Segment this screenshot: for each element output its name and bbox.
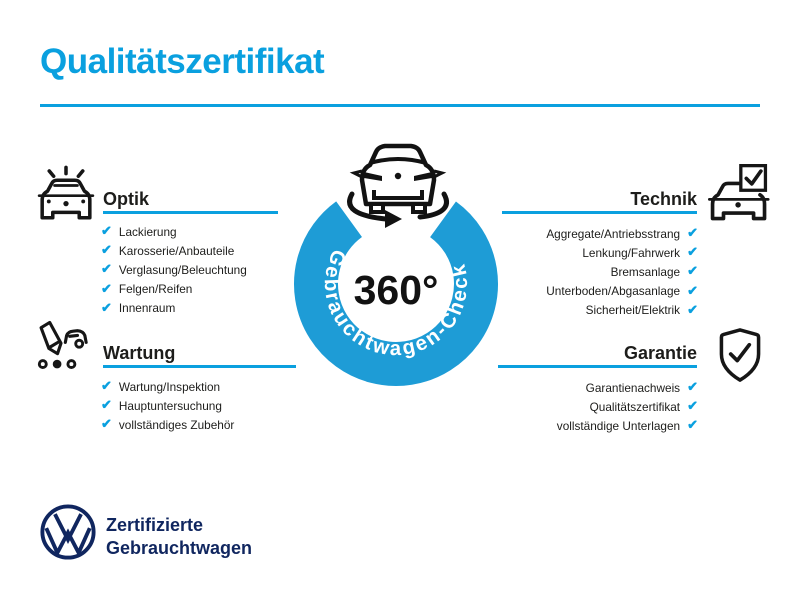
check-icon: ✔ bbox=[687, 244, 698, 260]
optik-heading-underline bbox=[103, 211, 278, 214]
checklist-item-label: Qualitätszertifikat bbox=[589, 399, 681, 414]
checklist-item bbox=[101, 260, 301, 279]
checklist-item bbox=[458, 416, 698, 435]
check-icon: ✔ bbox=[101, 242, 112, 258]
checklist-item-label: Hauptuntersuchung bbox=[118, 398, 222, 413]
rotating-car-icon bbox=[350, 146, 447, 228]
wartung-heading-underline bbox=[103, 365, 296, 368]
checklist-item-label: Lenkung/Fahrwerk bbox=[582, 245, 681, 260]
check-icon: ✔ bbox=[101, 223, 112, 239]
360-check-badge bbox=[281, 136, 511, 394]
check-icon: ✔ bbox=[687, 282, 698, 298]
check-icon: ✔ bbox=[101, 416, 112, 432]
title-divider bbox=[40, 104, 760, 107]
checklist-item bbox=[101, 299, 301, 318]
checklist-item-label: Felgen/Reifen bbox=[118, 282, 193, 297]
check-icon: ✔ bbox=[687, 379, 698, 395]
checklist-item-label: Garantienachweis bbox=[585, 380, 681, 395]
badge-ring-label: Gebrauchtwagen-Check bbox=[319, 246, 473, 361]
checklist-item-label: vollständige Unterlagen bbox=[556, 418, 681, 433]
brand-wordmark bbox=[106, 514, 252, 560]
checklist-item bbox=[101, 222, 301, 241]
checklist-item bbox=[101, 396, 301, 415]
checklist-item-label: Aggregate/Antriebsstrang bbox=[546, 226, 681, 241]
checklist-item bbox=[101, 280, 301, 299]
shiny-car-icon bbox=[36, 162, 96, 224]
checklist-item-label: Verglasung/Beleuchtung bbox=[118, 262, 247, 277]
checklist-item bbox=[101, 415, 301, 434]
check-icon: ✔ bbox=[101, 397, 112, 413]
vw-logo bbox=[39, 503, 97, 561]
check-icon: ✔ bbox=[101, 378, 112, 394]
checklist-item-label: Karosserie/Anbauteile bbox=[118, 243, 235, 258]
section-heading-wartung: Wartung bbox=[103, 343, 176, 363]
check-icon: ✔ bbox=[687, 398, 698, 414]
checklist-item bbox=[101, 241, 301, 260]
check-icon: ✔ bbox=[687, 263, 698, 279]
check-icon: ✔ bbox=[101, 261, 112, 277]
checklist-item-label: vollständiges Zubehör bbox=[118, 417, 235, 432]
brand-line-2: Gebrauchtwagen bbox=[106, 538, 253, 558]
checklist-item-label: Wartung/Inspektion bbox=[118, 379, 221, 394]
checklist-item-label: Sicherheit/Elektrik bbox=[585, 303, 681, 318]
pencil-car-checklist-icon bbox=[33, 319, 89, 371]
section-heading-optik: Optik bbox=[103, 189, 150, 209]
optik-checklist bbox=[101, 222, 301, 318]
check-icon: ✔ bbox=[687, 301, 698, 317]
car-checkbox-icon bbox=[708, 162, 770, 224]
section-heading-technik: Technik bbox=[630, 189, 697, 209]
garantie-heading-underline bbox=[498, 365, 697, 368]
shield-check-icon bbox=[714, 326, 766, 384]
check-icon: ✔ bbox=[687, 417, 698, 433]
check-icon: ✔ bbox=[101, 280, 112, 296]
checklist-item-label: Lackierung bbox=[118, 224, 177, 239]
checklist-item-label: Bremsanlage bbox=[610, 264, 681, 279]
checklist-item-label: Unterboden/Abgasanlage bbox=[546, 284, 681, 299]
brand-line-1: Zertifizierte bbox=[106, 515, 204, 535]
checklist-item bbox=[101, 377, 301, 396]
wartung-checklist bbox=[101, 377, 301, 435]
page-title: Qualitätszertifikat bbox=[40, 42, 325, 81]
badge-degrees-label: 360° bbox=[353, 267, 439, 313]
technik-heading-underline bbox=[502, 211, 697, 214]
checklist-item-label: Innenraum bbox=[118, 301, 176, 316]
check-icon: ✔ bbox=[687, 225, 698, 241]
checklist-item bbox=[458, 397, 698, 416]
check-icon: ✔ bbox=[101, 299, 112, 315]
section-heading-garantie: Garantie bbox=[623, 343, 697, 363]
